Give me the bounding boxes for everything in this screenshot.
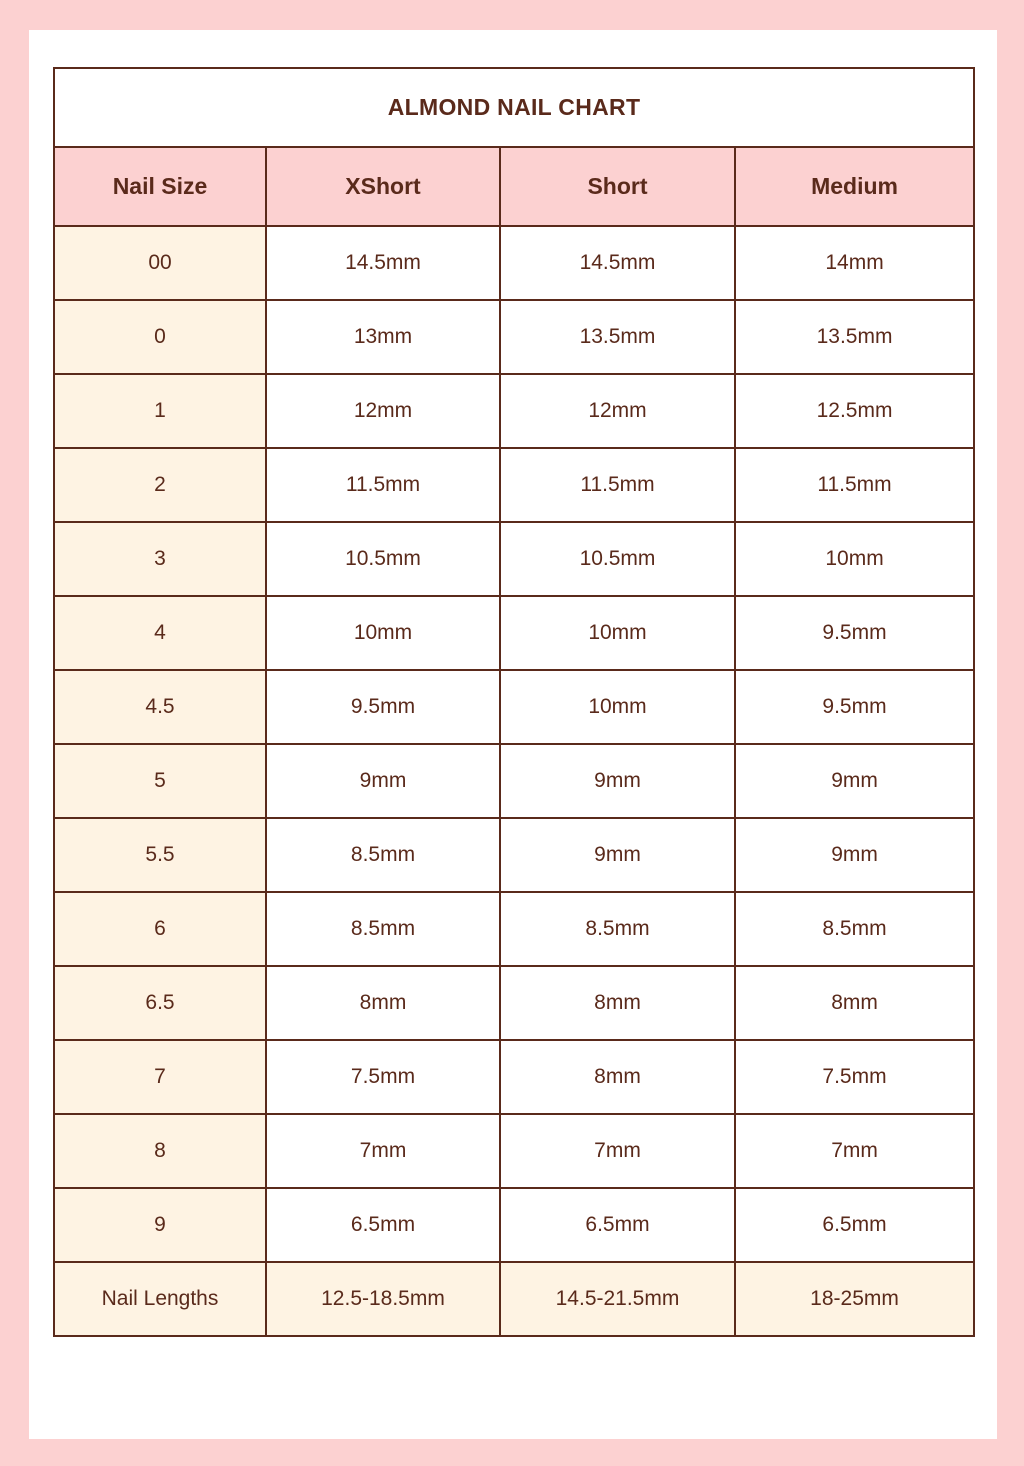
nail-size-cell: 2 bbox=[54, 448, 266, 522]
nail-size-cell: 4.5 bbox=[54, 670, 266, 744]
short-cell: 9mm bbox=[500, 744, 735, 818]
column-header-nail-size: Nail Size bbox=[54, 147, 266, 226]
table-row bbox=[54, 1114, 974, 1188]
table-row bbox=[54, 226, 974, 300]
medium-cell: 6.5mm bbox=[735, 1188, 974, 1262]
medium-cell: 7mm bbox=[735, 1114, 974, 1188]
short-cell: 10mm bbox=[500, 596, 735, 670]
xshort-cell: 9.5mm bbox=[266, 670, 500, 744]
short-length-range: 14.5-21.5mm bbox=[500, 1262, 735, 1336]
nail-size-cell: 4 bbox=[54, 596, 266, 670]
header-row bbox=[54, 147, 974, 226]
medium-cell: 8.5mm bbox=[735, 892, 974, 966]
short-cell: 10mm bbox=[500, 670, 735, 744]
short-cell: 8mm bbox=[500, 1040, 735, 1114]
xshort-cell: 14.5mm bbox=[266, 226, 500, 300]
nail-lengths-row bbox=[54, 1262, 974, 1336]
table-row bbox=[54, 1040, 974, 1114]
medium-cell: 9.5mm bbox=[735, 596, 974, 670]
xshort-cell: 10mm bbox=[266, 596, 500, 670]
medium-cell: 7.5mm bbox=[735, 1040, 974, 1114]
table-row bbox=[54, 670, 974, 744]
short-cell: 14.5mm bbox=[500, 226, 735, 300]
nail-size-cell: 3 bbox=[54, 522, 266, 596]
xshort-cell: 13mm bbox=[266, 300, 500, 374]
nail-size-cell: 6 bbox=[54, 892, 266, 966]
xshort-cell: 7mm bbox=[266, 1114, 500, 1188]
table-row bbox=[54, 892, 974, 966]
medium-cell: 11.5mm bbox=[735, 448, 974, 522]
medium-cell: 10mm bbox=[735, 522, 974, 596]
table-body bbox=[54, 226, 974, 1336]
short-cell: 9mm bbox=[500, 818, 735, 892]
medium-cell: 9mm bbox=[735, 744, 974, 818]
table-row bbox=[54, 1188, 974, 1262]
table-row bbox=[54, 744, 974, 818]
table-row bbox=[54, 966, 974, 1040]
short-cell: 11.5mm bbox=[500, 448, 735, 522]
nail-size-cell: 6.5 bbox=[54, 966, 266, 1040]
short-cell: 8mm bbox=[500, 966, 735, 1040]
nail-size-cell: 0 bbox=[54, 300, 266, 374]
column-header-medium: Medium bbox=[735, 147, 974, 226]
short-cell: 10.5mm bbox=[500, 522, 735, 596]
medium-cell: 9.5mm bbox=[735, 670, 974, 744]
short-cell: 13.5mm bbox=[500, 300, 735, 374]
medium-cell: 13.5mm bbox=[735, 300, 974, 374]
xshort-cell: 9mm bbox=[266, 744, 500, 818]
nail-lengths-label: Nail Lengths bbox=[54, 1262, 266, 1336]
table-row bbox=[54, 818, 974, 892]
nail-size-cell: 00 bbox=[54, 226, 266, 300]
nail-size-cell: 5.5 bbox=[54, 818, 266, 892]
column-header-xshort: XShort bbox=[266, 147, 500, 226]
title-row bbox=[54, 68, 974, 147]
short-cell: 6.5mm bbox=[500, 1188, 735, 1262]
xshort-cell: 11.5mm bbox=[266, 448, 500, 522]
xshort-cell: 6.5mm bbox=[266, 1188, 500, 1262]
table-row bbox=[54, 448, 974, 522]
nail-size-cell: 1 bbox=[54, 374, 266, 448]
xshort-cell: 8mm bbox=[266, 966, 500, 1040]
column-header-short: Short bbox=[500, 147, 735, 226]
xshort-cell: 8.5mm bbox=[266, 892, 500, 966]
table-row bbox=[54, 522, 974, 596]
medium-length-range: 18-25mm bbox=[735, 1262, 974, 1336]
xshort-cell: 10.5mm bbox=[266, 522, 500, 596]
table-row bbox=[54, 596, 974, 670]
short-cell: 7mm bbox=[500, 1114, 735, 1188]
xshort-length-range: 12.5-18.5mm bbox=[266, 1262, 500, 1336]
nail-size-cell: 9 bbox=[54, 1188, 266, 1262]
nail-size-cell: 7 bbox=[54, 1040, 266, 1114]
nail-size-cell: 8 bbox=[54, 1114, 266, 1188]
nail-size-cell: 5 bbox=[54, 744, 266, 818]
xshort-cell: 7.5mm bbox=[266, 1040, 500, 1114]
table-row bbox=[54, 374, 974, 448]
medium-cell: 8mm bbox=[735, 966, 974, 1040]
xshort-cell: 12mm bbox=[266, 374, 500, 448]
almond-nail-chart-table bbox=[53, 67, 975, 1337]
chart-title: ALMOND NAIL CHART bbox=[54, 68, 974, 147]
medium-cell: 14mm bbox=[735, 226, 974, 300]
short-cell: 8.5mm bbox=[500, 892, 735, 966]
short-cell: 12mm bbox=[500, 374, 735, 448]
medium-cell: 12.5mm bbox=[735, 374, 974, 448]
xshort-cell: 8.5mm bbox=[266, 818, 500, 892]
table-row bbox=[54, 300, 974, 374]
medium-cell: 9mm bbox=[735, 818, 974, 892]
